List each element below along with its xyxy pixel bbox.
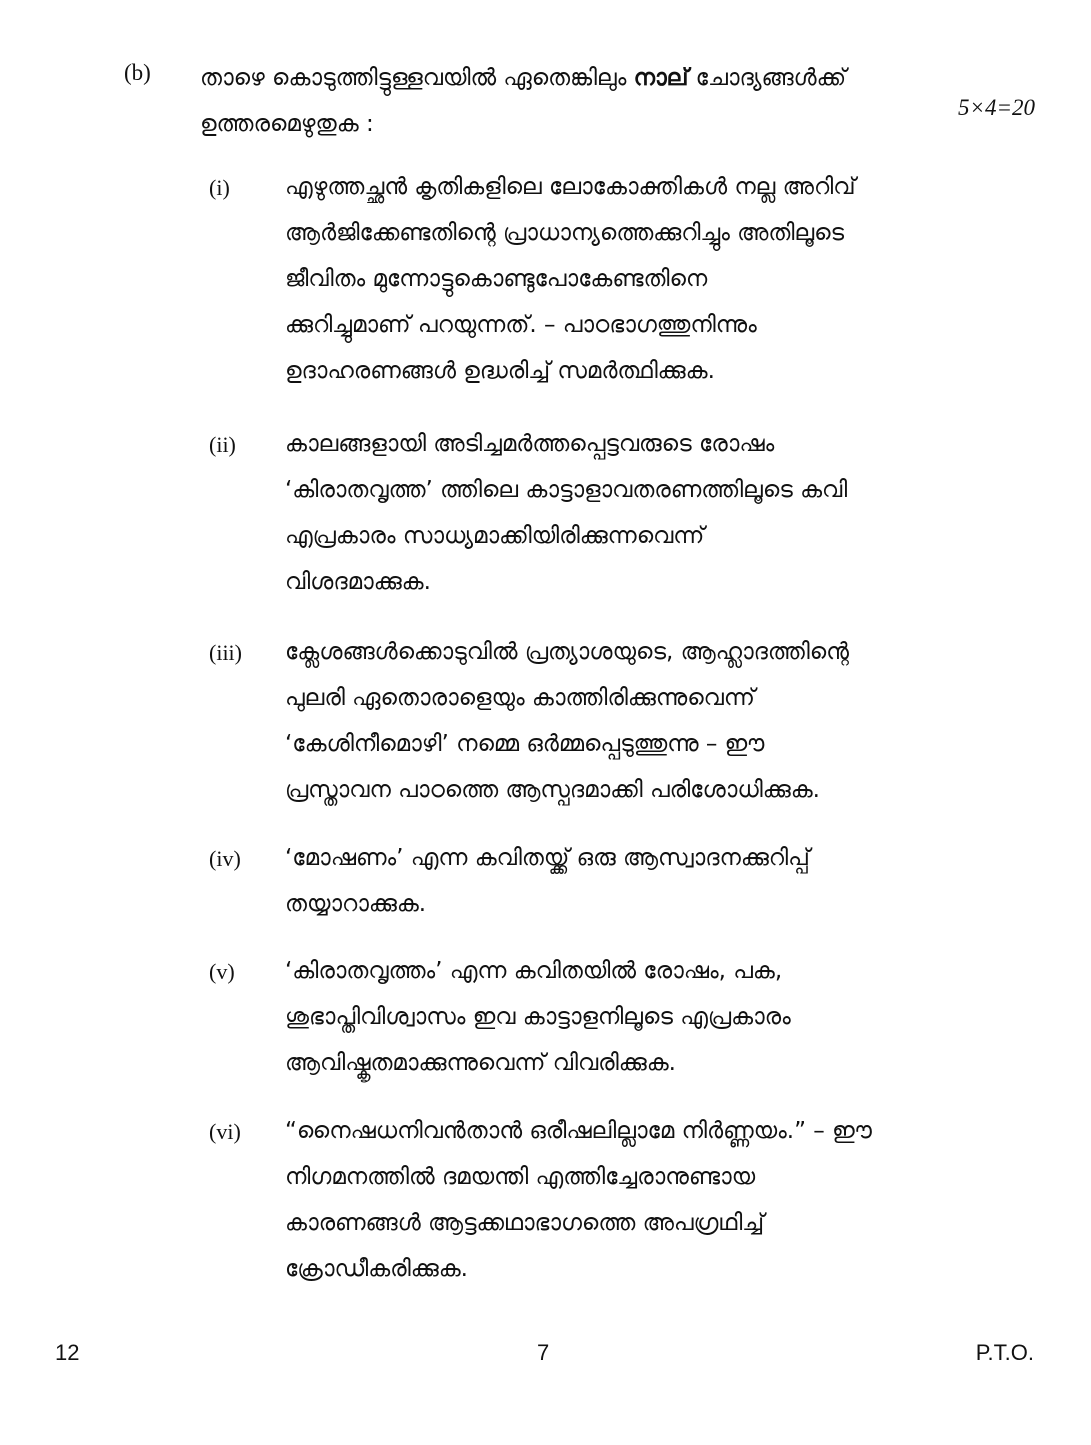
question-line: ‘മോഷണം’ എന്ന കവിതയ്ക്ക് ഒരു ആസ്വാദനക്കുറിപ്പ് [285,845,810,871]
question-line: തയ്യാറാക്കുക. [285,891,427,917]
instruction-line-2: ഉത്തരമെഴുതുക : [200,111,374,137]
question-line: കാലങ്ങളായി അടിച്ചമർത്തപ്പെട്ടവരുടെ രോഷം [285,431,775,457]
question-line: ഉദാഹരണങ്ങൾ ഉദ്ധരിച്ച് സമർത്ഥിക്കുക. [285,358,715,384]
question-line: ആർജിക്കേണ്ടതിന്റെ പ്രാധാന്യത്തെക്കുറിച്ചും അതിലൂടെ [285,220,845,246]
question-number: (iii) [209,640,242,665]
question-text [285,421,847,605]
question-line: ‘കിരാതവൃത്ത’ ത്തിലെ കാട്ടാളാവതരണത്തിലൂടെ കവി [285,477,848,503]
question-line: ശുഭാപ്തിവിശ്വാസം ഇവ കാട്ടാളനിലൂടെ എപ്രകാരം [285,1004,791,1030]
question-line: കാരണങ്ങൾ ആട്ടക്കഥാഭാഗത്തെ അപഗ്രഥിച്ച് [285,1210,765,1236]
question-line: ‘കേശിനീമൊഴി’ നമ്മെ ഒർമ്മപ്പെടുത്തുന്നു – ഈ [285,731,765,757]
question-number: (iv) [209,846,241,871]
question-text [285,629,849,813]
part-label: (b) [124,60,151,85]
question-number: (vi) [209,1119,241,1144]
question-line: എഴുത്തച്ഛൻ കൃതികളിലെ ലോകോക്തികൾ നല്ല അറിവ് [285,174,856,200]
pto-marker: P.T.O. [975,1340,1034,1365]
question-line: ‘കിരാതവൃത്തം’ എന്ന കവിതയിൽ രോഷം, പക, [285,958,783,984]
question-line: വിശദമാക്കുക. [285,569,431,595]
question-line: “നൈഷധനിവൻതാൻ ഒരീഷലില്ലാമേ നിർണ്ണയം.” – ഈ [285,1118,872,1144]
part-instruction [200,55,846,147]
instruction-line-1: താഴെ കൊടുത്തിട്ടുള്ളവയിൽ ഏതെങ്കിലും നാല് ചോദ്യങ്ങൾക്ക് [200,65,847,91]
question-line: ക്രോഡീകരിക്കുക. [285,1256,468,1282]
question-text [285,1108,872,1292]
instruction-emphasis: നാല് [633,65,689,91]
question-number: (ii) [209,432,236,457]
question-text [285,835,810,927]
question-line: ക്കുറിച്ചുമാണ് പറയുന്നത്. – പാഠഭാഗത്തുനിന്നും [285,312,757,338]
page-number: 7 [537,1340,550,1365]
question-number: (i) [209,175,230,200]
question-line: പ്രസ്താവന പാഠത്തെ ആസ്പദമാക്കി പരിശോധിക്കുക. [285,777,820,803]
question-number: (v) [209,959,235,984]
question-line: ക്ലേശങ്ങൾക്കൊടുവിൽ പ്രത്യാശയുടെ, ആഹ്ലാദത്തിന്റെ [285,639,850,665]
question-text [285,948,791,1086]
paper-code: 12 [55,1340,80,1365]
question-line: നിഗമനത്തിൽ ദമയന്തി എത്തിച്ചേരാനുണ്ടായ [285,1164,756,1190]
marks-allocation: 5×4=20 [957,95,1035,120]
question-line: എപ്രകാരം സാധ്യമാക്കിയിരിക്കുന്നവെന്ന് [285,523,705,549]
question-line: പുലരി ഏതൊരാളെയും കാത്തിരിക്കുന്നുവെന്ന് [285,685,755,711]
question-line: ജീവിതം മുന്നോട്ടുകൊണ്ടുപോകേണ്ടതിനെ [285,266,708,292]
question-line: ആവിഷ്കൃതമാക്കുന്നുവെന്ന് വിവരിക്കുക. [285,1050,676,1076]
question-text [285,164,856,394]
